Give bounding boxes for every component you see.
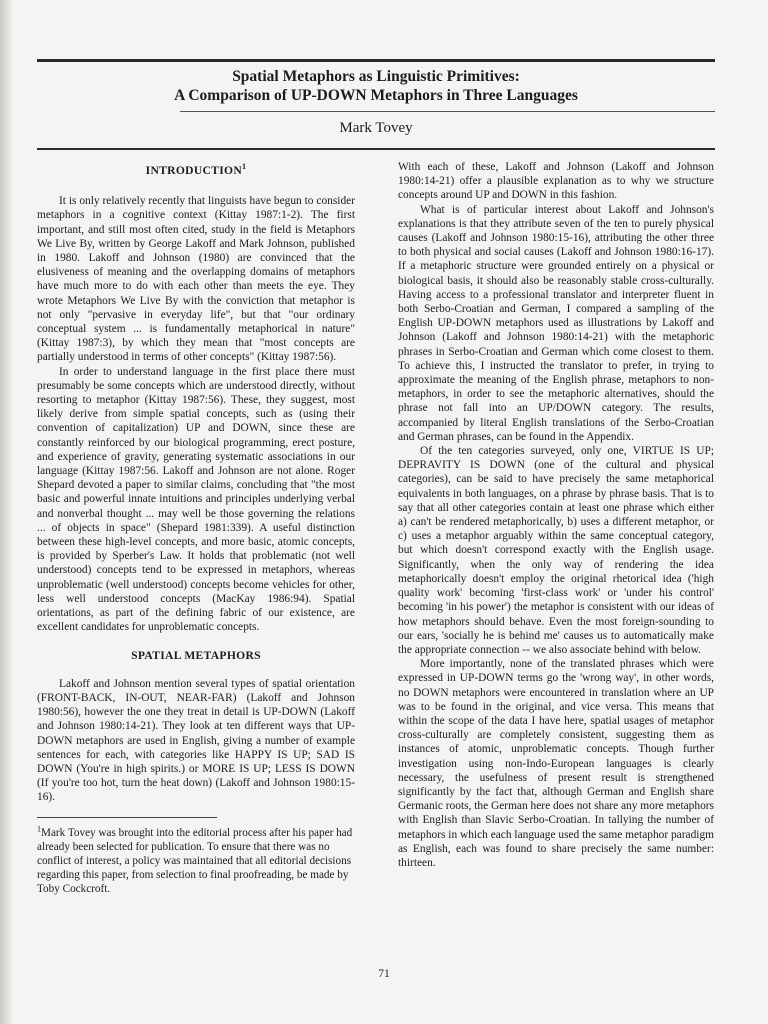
page-edge-shadow (0, 0, 14, 1024)
title-line-2: A Comparison of UP-DOWN Metaphors in Three Languages (174, 87, 578, 104)
paper-title (37, 67, 715, 105)
spatial-metaphors-heading: SPATIAL METAPHORS (131, 648, 261, 662)
intro-paragraph-2: In order to understand language in the first place there must presumably be some concepts which are understood directly, without resorting to metaphor (Kittay 1987:56). These, they suggest, most likely derive from simple spatial concepts, such as (using their convention of capitalization) UP and DOWN, since these are constantly reinforced by our biological programming, erect posture, and experience of gravity, generating systematic associations in our language (Kittay 1987:56. Lakoff and Johnson are not alone. Roger Shepard devoted a paper to similar claims, concluding that "the most basic and powerful innate intuitions and principles underlying verbal and nonverbal thought ... may well be those governing the relations ... of objects in space" (Shepard 1981:339). A useful distinction between these high-level concepts, and more basic, atomic concepts, is provided by Sperber's Law. It holds that problematic (not well understood) concepts tend to be expressed in metaphors, whereas unproblematic (well understood) concepts become vehicles for other, less well understood concepts (MacKay 1986:94). Spatial orientations, as part of the defining fabric of our existence, are excellent candidates for unproblematic concepts. (37, 365, 355, 634)
introduction-footnote-mark: 1 (242, 162, 247, 172)
right-paragraph-2: What is of particular interest about Lakoff and Johnson's explanations is that they attribute seven of the ten to purely physical causes (Lakoff and Johnson 1980:15-16), attributing the other three to both physical and social causes (Lakoff and Johnson 1980:16-17). If a metaphoric structure were grounded entirely on a physical or biological basis, it should also be reasonably stable cross-culturally. Having access to a professional translator and interpreter fluent in both Serbo-Croatian and German, I compared a sampling of the English UP-DOWN metaphors used as illustrations by Lakoff and Johnson (Lakoff and Johnson 1980:14-21) with the metaphoric phrases in Serbo-Croatian and German which come closest to them. To achieve this, I instructed the translator to prefer, in trying to approximate the meaning of the English phrase, metaphors to non-metaphors, in order to see the metaphoric alternatives, should the phrase not fall into an UP/DOWN category. The results, accompanied by literal English translations of the Serbo-Croatian and German phrases, can be found in the Appendix. (398, 203, 714, 443)
title-line-1: Spatial Metaphors as Linguistic Primitives: (232, 68, 520, 85)
right-paragraph-4: More importantly, none of the translated phrases which were expressed in UP-DOWN terms go the 'wrong way', in other words, no DOWN metaphors were encountered in translation where an UP was to be found in the original, and vice versa. This means that within the scope of the data I have here, spatial usages of metaphor cross-culturally are completely consistent, suggesting them as instances of atomic, unproblematic concepts. Though further investigation using non-Indo-European languages is clearly necessary, the usefulness of present result is strengthened significantly by the fact that, although German and English share Germanic roots, the German here does not share any more metaphors with English than Slavic Serbo-Croatian. In tallying the number of metaphors in which each language used the same metaphor paradigm as English, each was found to share precisely the same number: thirteen. (398, 658, 714, 869)
header-rule-middle (180, 111, 715, 112)
author-name: Mark Tovey (339, 120, 413, 136)
introduction-heading-text: INTRODUCTION (145, 164, 243, 177)
left-column (37, 160, 355, 896)
introduction-heading (37, 164, 355, 178)
header-rule-bottom (37, 148, 715, 150)
spatial-paragraph-1: Lakoff and Johnson mention several types of spatial orientation (FRONT-BACK, IN-OUT, NEAR-FAR) (Lakoff and Johnson 1980:56), however the one they treat in detail is UP-DOWN (Lakoff and Johnson 1980:14-21). They look at ten different ways that UP-DOWN metaphors are used in English, giving a number of example sentences for each, with categories like HAPPY IS UP; SAD IS DOWN (You're in high spirits.) or MORE IS UP; LESS IS DOWN (If you're too hot, turn the heat down) (Lakoff and Johnson 1980:15-16). (37, 677, 355, 804)
right-column (398, 160, 714, 870)
right-paragraph-3: Of the ten categories surveyed, only one, VIRTUE IS UP; DEPRAVITY IS DOWN (one of the cultural and physical categories), can be said to have precisely the same metaphorical equivalents in both languages, on a phrase by phrase basis. That is to say that all other categories contain at least one phrase which either a) can't be rendered metaphorically, b) uses a different metaphor, or c) uses a metaphor arguably within the same conceptual category, but which doesn't correspond exactly with the English usage. Significantly, when the only way of rendering the idea metaphorically doesn't employ the original rhetorical idea ('high quality work' becoming 'first-class work' or 'under his control' becoming 'in his power') the metaphor is consistent with our ideas of how metaphors should behave. Even the most foreign-sounding to our ears, 'socially he is behind me' causes us to automatically make the appropriate connection -- we also associate behind with below. (398, 445, 714, 656)
page-number: 71 (378, 968, 390, 980)
intro-paragraph-1: It is only relatively recently that linguists have begun to consider metaphors in a cognitive context (Kittay 1987:1-2). The first important, and still most often cited, study in the field is Metaphors We Live By, written by George Lakoff and Mark Johnson, published in 1980. Lakoff and Johnson (1980) are convinced that the elusiveness of meaning and the overlapping domains of metaphors have much more to do with each other than meets the eye. They wrote Metaphors We Live By with the conviction that metaphor is not only "pervasive in everyday life", but that "our ordinary conceptual system ... is fundamentally metaphorical in nature" (Kittay 1987:3), by which they mean that "most concepts are partially understood in terms of other concepts" (Kittay 1987:56). (37, 195, 355, 364)
right-paragraph-1: With each of these, Lakoff and Johnson (Lakoff and Johnson 1980:14-21) offer a plausible explanation as to why we structure concepts around UP and DOWN in this fashion. (398, 161, 714, 202)
footnote (37, 823, 355, 896)
footnote-text: Mark Tovey was brought into the editorial process after his paper had already been selected for publication. To ensure that there was no conflict of interest, a policy was maintained that all editorial decisions regarding this paper, from selection to final proofreading, be made by Toby Cockcroft. (37, 826, 353, 895)
footnote-mark: 1 (37, 823, 41, 833)
header-rule-top (37, 59, 715, 62)
footnote-rule (37, 817, 217, 818)
